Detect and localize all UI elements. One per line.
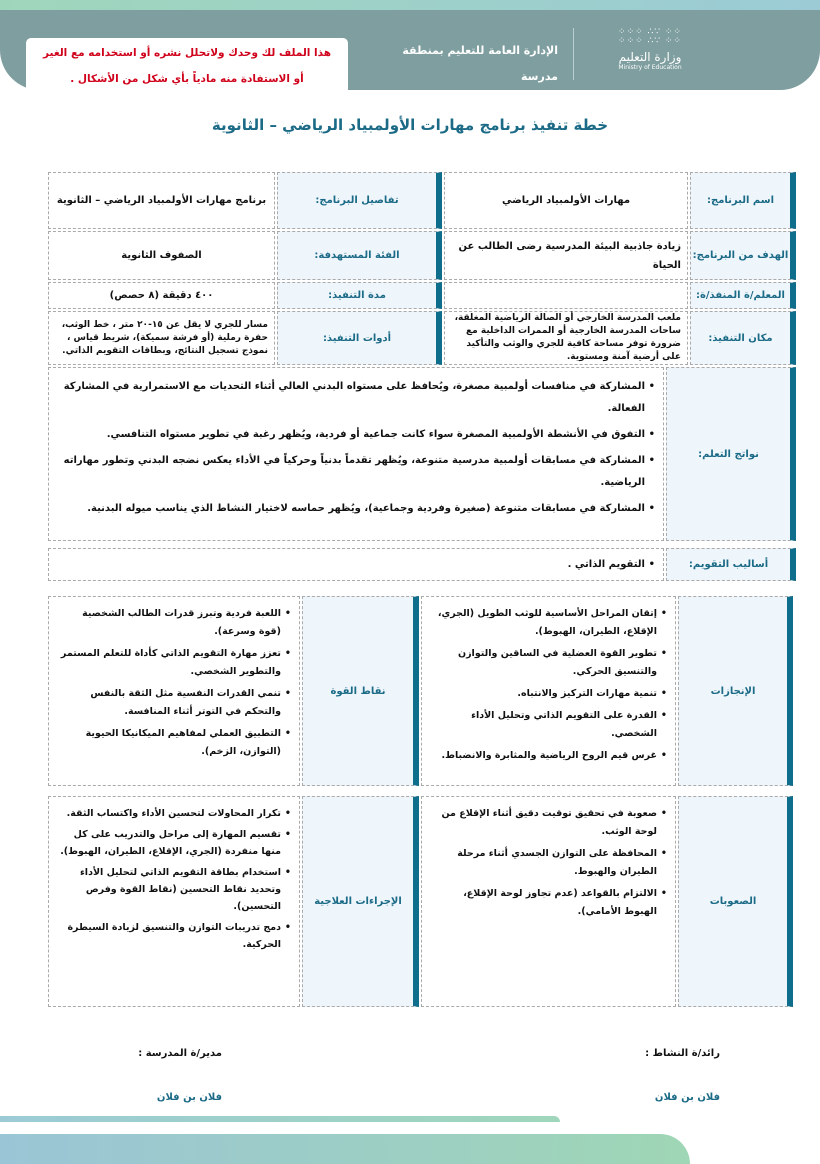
program-goal-label: الهدف من البرنامج: xyxy=(690,231,796,280)
remedial-item: • دمج تدريبات التوازن والتنسيق لزيادة السيطرة الحركية. xyxy=(57,919,291,953)
remedial-item: • تقسيم المهارة إلى مراحل والتدريب على كل منها منفردة (الجري، الإقلاع، الطيران، الهبوط). xyxy=(57,826,291,860)
outcome-item: • المشاركة في مسابقات أولمبية مدرسية متنوعة، ويُظهر تقدماً بدنياً وحركياً في الأداء يعكس نضجه البدني وتطور مهاراته الرياضية. xyxy=(57,450,655,494)
header-divider xyxy=(573,28,574,80)
copyright-warning xyxy=(26,38,348,94)
page-title: خطة تنفيذ برنامج مهارات الأولمبياد الرياضي – الثانوية xyxy=(211,116,609,134)
teacher-value xyxy=(444,282,688,309)
outcomes-list xyxy=(48,367,664,541)
program-name-label: اسم البرنامج: xyxy=(690,172,796,229)
tools-value: مسار للجري لا يقل عن ١٥-٢٠ متر ، خط الوثب، حفرة رملية (أو فرشة سميكة)، شريط قياس ، نموذج تسجيل النتائج، وبطاقات التقويم الذاتي. xyxy=(48,311,275,365)
program-details-value: برنامج مهارات الأولمبياد الرياضي – الثانوية xyxy=(48,172,275,229)
difficulty-item: • صعوبة في تحقيق توقيت دقيق أثناء الإقلاع من لوحة الوثب. xyxy=(430,805,667,841)
remedial-item: • استخدام بطاقة التقويم الذاتي لتحليل الأداء وتحديد نقاط التحسين (نقاط القوة وفرص التحسين). xyxy=(57,864,291,915)
target-group-label: الفئة المستهدفة: xyxy=(277,231,442,280)
bottom-decor-band xyxy=(0,1134,690,1164)
header-text xyxy=(402,38,558,90)
activity-leader-label: رائد/ة النشاط : xyxy=(645,1048,720,1059)
remedial-label: الإجراءات العلاجية xyxy=(302,796,419,1007)
strength-item: • اللعبة فردية وتبرز قدرات الطالب الشخصية (قوة وسرعة). xyxy=(57,605,291,641)
program-name-value: مهارات الأولمبياد الرياضي xyxy=(444,172,688,229)
ministry-name-ar: وزارة التعليم xyxy=(618,50,682,64)
strengths-list xyxy=(48,596,300,786)
directorate-label: الإدارة العامة للتعليم بمنطقة xyxy=(402,44,558,57)
place-label: مكان التنفيذ: xyxy=(690,311,796,365)
achievements-label: الإنجازات xyxy=(678,596,793,786)
teacher-label: المعلم/ة المنفذ/ة: xyxy=(690,282,796,309)
target-group-value: الصفوف الثانوية xyxy=(48,231,275,280)
evaluation-label: أساليب التقويم: xyxy=(666,548,796,581)
program-details-label: تفاصيل البرنامج: xyxy=(277,172,442,229)
program-goal-value: زيادة جاذبية البيئة المدرسية رضى الطالب عن الحياة xyxy=(444,231,688,280)
strengths-label: نقاط القوة xyxy=(302,596,419,786)
outcome-item: • المشاركة في منافسات أولمبية مصغرة، ويُحافظ على مستواه البدني العالي أثناء التحديات مع الاستمرارية في المشاركة الفعالة. xyxy=(57,376,655,420)
logo-dots-icon: ⁘⁘⁘ ∴∵ ⁘⁘ ⁘⁘⁘ ∴∵ ⁘⁘ xyxy=(618,27,682,46)
strength-item: • تنمي القدرات النفسية مثل الثقة بالنفس والتحكم في التوتر أثناء المنافسة. xyxy=(57,685,291,721)
page-header xyxy=(0,10,820,90)
achievements-list xyxy=(421,596,676,786)
achievement-item: • تطوير القوة العضلية في الساقين والتوازن والتنسيق الحركي. xyxy=(430,645,667,681)
achievement-item: • غرس قيم الروح الرياضية والمثابرة والانضباط. xyxy=(430,747,667,765)
ministry-logo xyxy=(610,28,690,71)
activity-leader-name: فلان بن فلان xyxy=(654,1092,720,1103)
tools-label: أدوات التنفيذ: xyxy=(277,311,442,365)
difficulties-list xyxy=(421,796,676,1007)
warning-line-2: أو الاستفادة منه مادياً بأي شكل من الأشكال . xyxy=(70,73,304,85)
principal-label: مدير/ة المدرسة : xyxy=(138,1048,222,1059)
difficulty-item: • المحافظة على التوازن الجسدي أثناء مرحلة الطيران والهبوط. xyxy=(430,845,667,881)
strength-item: • التطبيق العملي لمفاهيم الميكانيكا الحيوية (التوازن، الزخم). xyxy=(57,725,291,761)
difficulties-label: الصعوبات xyxy=(678,796,793,1007)
remedial-list xyxy=(48,796,300,1007)
principal-name: فلان بن فلان xyxy=(156,1092,222,1103)
evaluation-list xyxy=(48,548,664,581)
evaluation-item: • التقويم الذاتي . xyxy=(568,555,655,574)
remedial-item: • تكرار المحاولات لتحسين الأداء واكتساب الثقة. xyxy=(57,805,291,822)
school-label: مدرسة xyxy=(521,70,558,83)
place-value: ملعب المدرسة الخارجي أو الصالة الرياضية المغلقة، ساحات المدرسة الخارجية أو الممرات الداخلية مع ضرورة توفر مساحة كافية للجري والوثب والتأكيد على أرضية آمنة ومستوية. xyxy=(444,311,688,365)
achievement-item: • القدرة على التقويم الذاتي وتحليل الأداء الشخصي. xyxy=(430,707,667,743)
difficulty-item: • الالتزام بالقواعد (عدم تجاوز لوحة الإقلاع، الهبوط الأمامي). xyxy=(430,885,667,921)
outcome-item: • التفوق في الأنشطة الأولمبية المصغرة سواء كانت جماعية أو فردية، ويُظهر رغبة في تطوير مستواه التنافسي. xyxy=(57,424,655,446)
achievement-item: • تنمية مهارات التركيز والانتباه. xyxy=(430,685,667,703)
strength-item: • تعزز مهارة التقويم الذاتي كأداة للتعلم المستمر والتطوير الشخصي. xyxy=(57,645,291,681)
ministry-name-en: Ministry of Education xyxy=(618,64,682,71)
achievement-item: • إتقان المراحل الأساسية للوثب الطويل (الجري، الإقلاع، الطيران، الهبوط). xyxy=(430,605,667,641)
outcomes-label: نواتج التعلم: xyxy=(666,367,796,541)
duration-label: مدة التنفيذ: xyxy=(277,282,442,309)
duration-value: ٤٠٠ دقيقة (٨ حصص) xyxy=(48,282,275,309)
bottom-decor-line xyxy=(0,1116,560,1122)
warning-line-1: هذا الملف لك وحدك ولاتحلل نشره أو استخدامه مع الغير xyxy=(43,47,331,59)
outcome-item: • المشاركة في مسابقات متنوعة (صغيرة وفردية وجماعية)، ويُظهر حماسه لاختيار النشاط الذي يناسب ميوله البدنية. xyxy=(57,498,655,520)
